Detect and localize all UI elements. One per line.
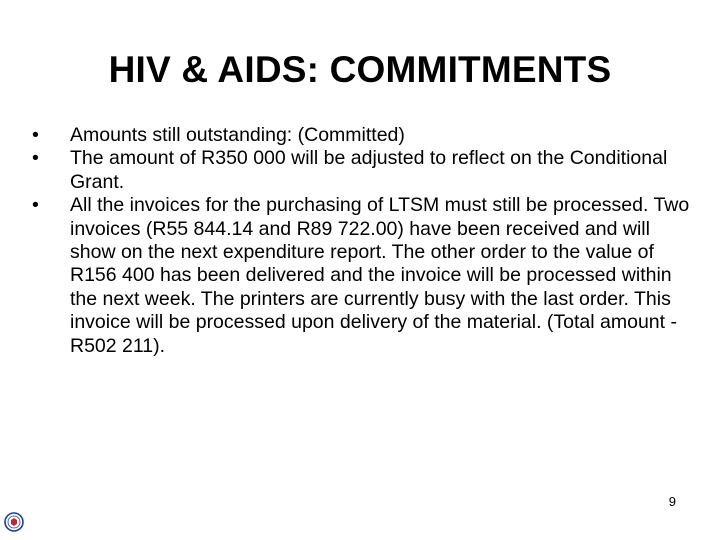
bullet-text: The amount of R350 000 will be adjusted to reflect on the Conditional Grant. [70,147,668,193]
bullet-text: Amounts still outstanding: (Committed) [70,124,405,146]
page-number: 9 [668,494,676,509]
bullet-marker: • [32,124,39,146]
department-seal-icon [4,512,24,532]
bullet-text: All the invoices for the purchasing of LTSM must still be processed. Two invoices (R55 844.14 and R89 722.00) have been received and will show on the next expenditure report. The other order to the value of R156 400 has been delivered and the invoice will be processed within the next week. The printers are currently busy with the last order. This invoice will be processed upon delivery of the material. (Total amount - R502 211). [70,194,690,357]
bullet-marker: • [32,194,39,217]
bullet-item [32,194,692,358]
slide-title: HIV & AIDS: COMMITMENTS [108,49,612,90]
bullet-marker: • [32,147,39,170]
bullet-item [32,147,692,194]
bullet-item [32,124,692,147]
bullet-list [32,124,692,358]
